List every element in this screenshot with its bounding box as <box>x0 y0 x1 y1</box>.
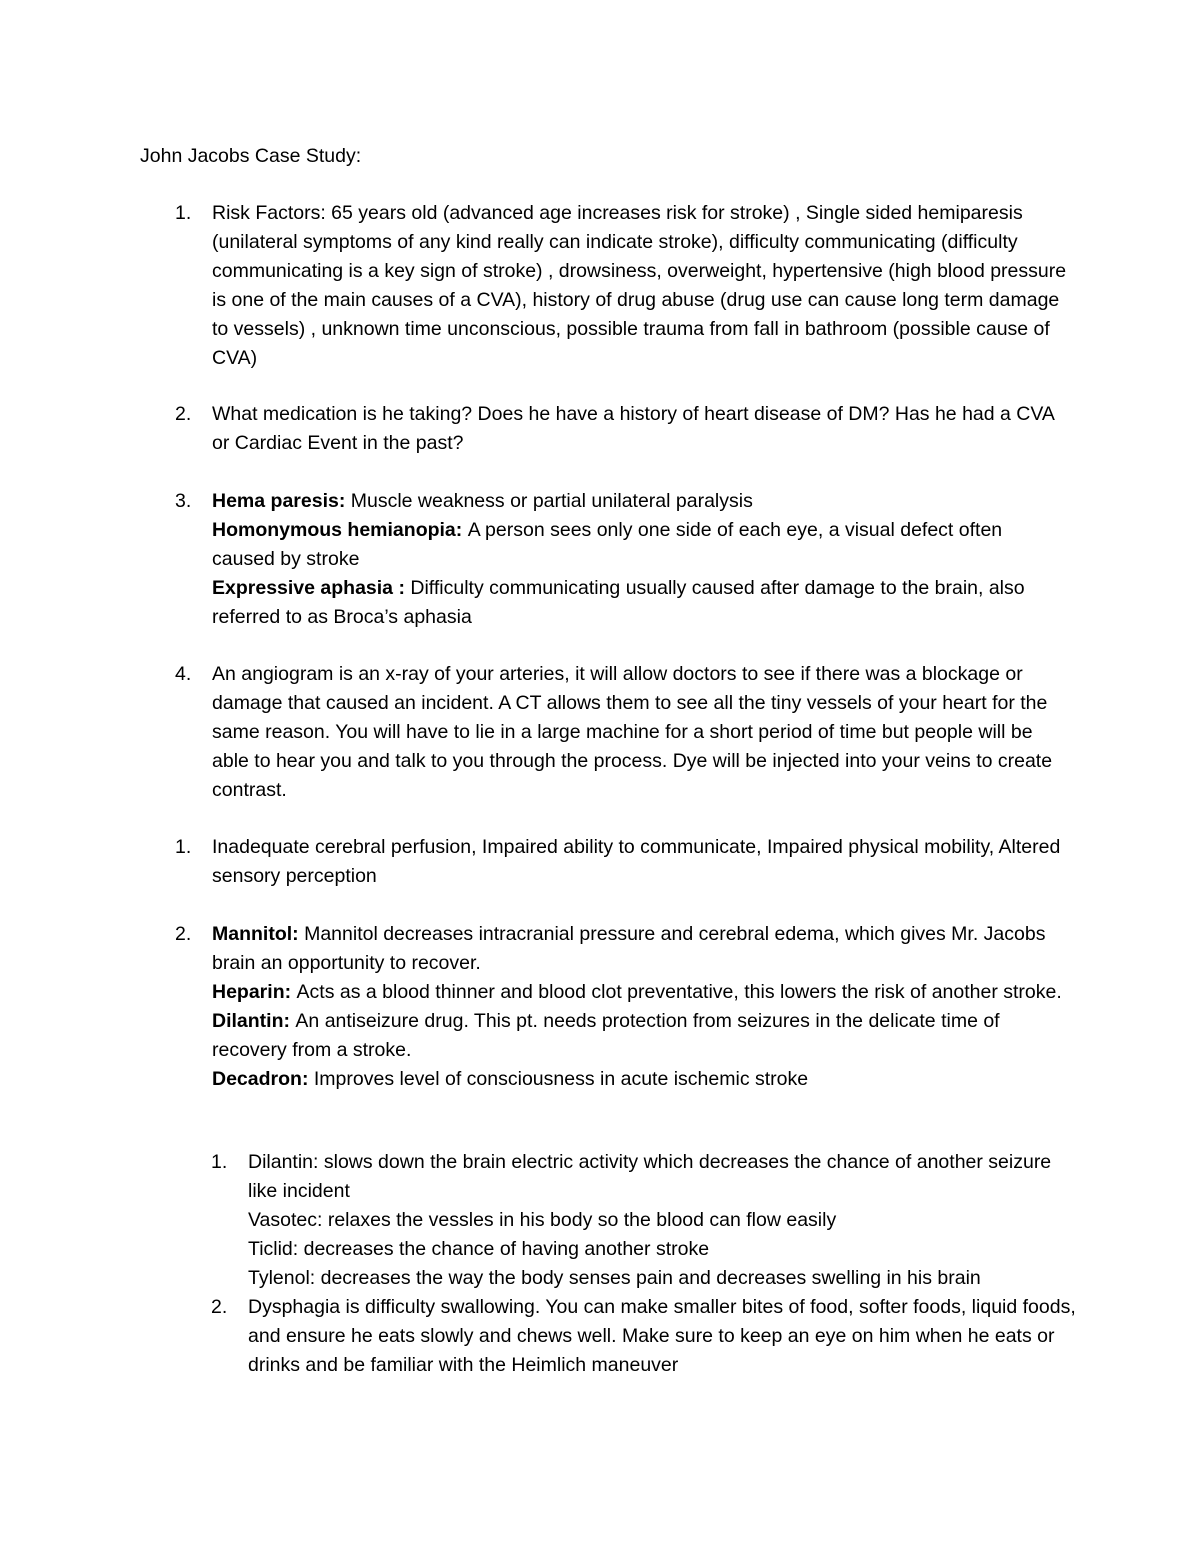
list-item <box>211 1148 1081 1293</box>
term-separator: : <box>338 490 351 512</box>
term-definition: Muscle weakness or partial unilateral paralysis <box>350 490 753 512</box>
term-definition: Improves level of consciousness in acute ischemic stroke <box>313 1068 809 1090</box>
term-definition: Acts as a blood thinner and blood clot preventative, this lowers the risk of another stroke. <box>296 981 1062 1003</box>
list-number: 1. <box>175 836 192 858</box>
list-line: Vasotec: relaxes the vessles in his body so the blood can flow easily <box>248 1209 837 1231</box>
term-label: Expressive aphasia <box>212 577 394 599</box>
term-definition: An antiseizure drug. This pt. needs protection from seizures in the delicate time of recovery from a stroke. <box>212 1010 1000 1061</box>
list-item <box>175 920 1075 1094</box>
term-entry <box>212 574 1067 632</box>
list-text: An angiogram is an x-ray of your arteries, it will allow doctors to see if there was a blockage or damage that caused an incident. A CT allows them to see all the tiny vessels of your heart for the same reason. You will have to lie in a large machine for a short period of time but people will be able to hear you and talk to you through the process. Dye will be injected into your veins to create contrast. <box>212 663 1053 801</box>
list-item <box>175 199 1075 373</box>
term-entry <box>212 1065 1067 1094</box>
term-label: Dilantin <box>212 1010 284 1032</box>
list-number: 4. <box>175 663 192 685</box>
term-label: Heparin <box>212 981 285 1003</box>
list-item <box>175 833 1075 891</box>
list-text: What medication is he taking? Does he have a history of heart disease of DM? Has he had a CVA or Cardiac Event in the past? <box>212 403 1054 454</box>
term-label: Homonymous hemianopia <box>212 519 456 541</box>
term-separator: : <box>301 1068 314 1090</box>
term-label: Hema paresis <box>212 490 339 512</box>
list-number: 2. <box>175 403 192 425</box>
term-separator: : <box>283 1010 296 1032</box>
list-number: 2. <box>211 1296 228 1318</box>
list-item <box>175 487 1075 632</box>
term-entry <box>212 1007 1067 1065</box>
list-item <box>175 400 1075 458</box>
list-number: 1. <box>211 1151 228 1173</box>
term-separator: : <box>455 519 468 541</box>
term-separator: : <box>292 923 305 945</box>
term-label: Mannitol <box>212 923 293 945</box>
list-line: Ticlid: decreases the chance of having another stroke <box>248 1238 710 1260</box>
list-number: 1. <box>175 202 192 224</box>
term-entry <box>212 516 1067 574</box>
list-number: 2. <box>175 923 192 945</box>
term-entry <box>212 978 1067 1007</box>
term-definition: Difficulty communicating usually caused after damage to the brain, also referred to as Broca’s aphasia <box>212 577 1025 628</box>
list-line: Dysphagia is difficulty swallowing. You can make smaller bites of food, softer foods, liquid foods, and ensure he eats slowly and chews well. Make sure to keep an eye on him when he eats or drinks and be familiar with the Heimlich maneuver <box>248 1296 1076 1376</box>
page-title: John Jacobs Case Study: <box>140 145 362 167</box>
list-line: Dilantin: slows down the brain electric activity which decreases the chance of another seizure like incident <box>248 1151 1052 1202</box>
list-item <box>175 660 1075 805</box>
list-line: Tylenol: decreases the way the body senses pain and decreases swelling in his brain <box>248 1267 981 1289</box>
list-text: Inadequate cerebral perfusion, Impaired ability to communicate, Impaired physical mobility, Altered sensory perception <box>212 836 1061 887</box>
term-separator: : <box>393 577 411 599</box>
term-entry <box>212 920 1067 978</box>
list-text: Risk Factors: 65 years old (advanced age increases risk for stroke) , Single sided hemiparesis (unilateral symptoms of any kind really can indicate stroke), difficulty communicating (difficulty communicating is a key sign of stroke) , drowsiness, overweight, hypertensive (high blood pressure is one of the main causes of a CVA), history of drug abuse (drug use can cause long term damage to vessels) , unknown time unconscious, possible trauma from fall in bathroom (possible cause of CVA) <box>212 202 1067 369</box>
list-number: 3. <box>175 490 192 512</box>
term-definition: A person sees only one side of each eye, a visual defect often caused by stroke <box>212 519 1003 570</box>
list-item <box>211 1293 1081 1380</box>
term-separator: : <box>284 981 297 1003</box>
term-label: Decadron <box>212 1068 302 1090</box>
nested-list <box>211 1148 1081 1380</box>
term-definition: Mannitol decreases intracranial pressure and cerebral edema, which gives Mr. Jacobs brain an opportunity to recover. <box>212 923 1046 974</box>
term-entry <box>212 487 1067 516</box>
